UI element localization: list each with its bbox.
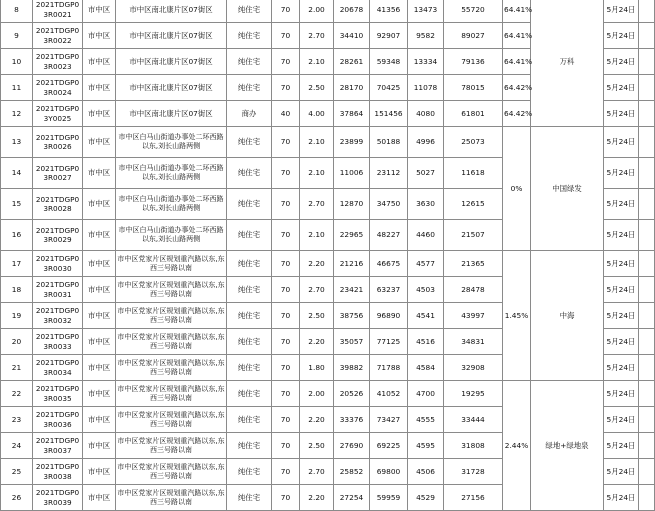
cell-use: 纯住宅 [227, 75, 272, 101]
cell-location: 市中区党家片区规划重汽路以东,东西三号路以南 [116, 303, 227, 329]
cell-far: 4.00 [300, 101, 334, 127]
cell-district: 市中区 [83, 355, 116, 381]
cell-total-price: 32908 [444, 355, 503, 381]
cell-blank [639, 433, 655, 459]
cell-years: 70 [272, 381, 300, 407]
cell-use: 纯住宅 [227, 381, 272, 407]
cell-blank [639, 189, 655, 220]
cell-blank [639, 75, 655, 101]
cell-plot-code: 2021TDGP03R0029 [33, 220, 83, 251]
cell-building-area: 69225 [370, 433, 408, 459]
cell-location: 市中区南北康片区07街区 [116, 0, 227, 23]
cell-plot-code: 2021TDGP03R0034 [33, 355, 83, 381]
cell-no: 8 [1, 0, 33, 23]
cell-building-area: 59959 [370, 485, 408, 511]
cell-far: 2.70 [300, 459, 334, 485]
cell-date: 5月24日 [604, 277, 639, 303]
cell-building-area: 73427 [370, 407, 408, 433]
cell-years: 70 [272, 75, 300, 101]
cell-area: 33376 [334, 407, 370, 433]
cell-no: 26 [1, 485, 33, 511]
cell-plot-code: 2021TDGP03R0021 [33, 0, 83, 23]
cell-blank [639, 303, 655, 329]
cell-no: 19 [1, 303, 33, 329]
cell-years: 70 [272, 407, 300, 433]
cell-premium: 64.41% [503, 49, 531, 75]
cell-blank [639, 329, 655, 355]
cell-building-area: 92907 [370, 23, 408, 49]
cell-premium: 64.41% [503, 0, 531, 23]
cell-location: 市中区党家片区规划重汽路以东,东西三号路以南 [116, 251, 227, 277]
cell-total-price: 61801 [444, 101, 503, 127]
cell-far: 2.50 [300, 433, 334, 459]
cell-plot-code: 2021TDGP03R0030 [33, 251, 83, 277]
cell-building-area: 50188 [370, 127, 408, 158]
cell-building-area: 23112 [370, 158, 408, 189]
cell-area: 35057 [334, 329, 370, 355]
cell-no: 23 [1, 407, 33, 433]
cell-floor-price: 4996 [408, 127, 444, 158]
cell-winner: 中海 [531, 251, 604, 381]
cell-far: 2.20 [300, 251, 334, 277]
cell-blank [639, 158, 655, 189]
cell-blank [639, 0, 655, 23]
cell-use: 纯住宅 [227, 277, 272, 303]
cell-location: 市中区党家片区规划重汽路以东,东西三号路以南 [116, 277, 227, 303]
cell-use: 纯住宅 [227, 23, 272, 49]
cell-years: 70 [272, 127, 300, 158]
cell-building-area: 151456 [370, 101, 408, 127]
cell-use: 纯住宅 [227, 329, 272, 355]
cell-total-price: 28478 [444, 277, 503, 303]
cell-plot-code: 2021TDGP03R0033 [33, 329, 83, 355]
cell-date: 5月24日 [604, 0, 639, 23]
cell-building-area: 96890 [370, 303, 408, 329]
cell-far: 2.50 [300, 303, 334, 329]
cell-date: 5月24日 [604, 220, 639, 251]
cell-building-area: 71788 [370, 355, 408, 381]
cell-total-price: 89027 [444, 23, 503, 49]
cell-district: 市中区 [83, 459, 116, 485]
cell-floor-price: 4541 [408, 303, 444, 329]
cell-plot-code: 2021TDGP03R0035 [33, 381, 83, 407]
cell-years: 70 [272, 329, 300, 355]
cell-building-area: 41052 [370, 381, 408, 407]
cell-total-price: 31728 [444, 459, 503, 485]
cell-date: 5月24日 [604, 303, 639, 329]
cell-location: 市中区党家片区规划重汽路以东,东西三号路以南 [116, 433, 227, 459]
cell-total-price: 34831 [444, 329, 503, 355]
cell-district: 市中区 [83, 49, 116, 75]
cell-area: 39882 [334, 355, 370, 381]
cell-total-price: 12615 [444, 189, 503, 220]
cell-years: 70 [272, 158, 300, 189]
cell-far: 2.50 [300, 75, 334, 101]
cell-floor-price: 4584 [408, 355, 444, 381]
cell-location: 市中区党家片区规划重汽路以东,东西三号路以南 [116, 485, 227, 511]
cell-total-price: 27156 [444, 485, 503, 511]
cell-date: 5月24日 [604, 459, 639, 485]
cell-date: 5月24日 [604, 381, 639, 407]
cell-no: 9 [1, 23, 33, 49]
cell-blank [639, 407, 655, 433]
cell-years: 70 [272, 189, 300, 220]
cell-total-price: 25073 [444, 127, 503, 158]
cell-use: 纯住宅 [227, 127, 272, 158]
cell-total-price: 79136 [444, 49, 503, 75]
cell-far: 2.10 [300, 158, 334, 189]
cell-blank [639, 127, 655, 158]
cell-district: 市中区 [83, 0, 116, 23]
cell-date: 5月24日 [604, 485, 639, 511]
cell-district: 市中区 [83, 433, 116, 459]
cell-district: 市中区 [83, 251, 116, 277]
cell-district: 市中区 [83, 75, 116, 101]
cell-floor-price: 13473 [408, 0, 444, 23]
cell-plot-code: 2021TDGP03R0022 [33, 23, 83, 49]
cell-building-area: 77125 [370, 329, 408, 355]
cell-location: 市中区白马山街道办事处二环西路以东,刘长山路两侧 [116, 189, 227, 220]
cell-floor-price: 5027 [408, 158, 444, 189]
cell-years: 70 [272, 277, 300, 303]
cell-years: 70 [272, 303, 300, 329]
cell-plot-code: 2021TDGP03R0023 [33, 49, 83, 75]
cell-area: 38756 [334, 303, 370, 329]
cell-far: 2.20 [300, 329, 334, 355]
cell-no: 21 [1, 355, 33, 381]
cell-premium: 0% [503, 127, 531, 251]
cell-blank [639, 251, 655, 277]
cell-location: 市中区党家片区规划重汽路以东,东西三号路以南 [116, 407, 227, 433]
cell-location: 市中区党家片区规划重汽路以东,东西三号路以南 [116, 459, 227, 485]
cell-no: 12 [1, 101, 33, 127]
cell-total-price: 19295 [444, 381, 503, 407]
cell-total-price: 78015 [444, 75, 503, 101]
cell-location: 市中区南北康片区07街区 [116, 49, 227, 75]
cell-floor-price: 4700 [408, 381, 444, 407]
cell-area: 20526 [334, 381, 370, 407]
cell-location: 市中区党家片区规划重汽路以东,东西三号路以南 [116, 329, 227, 355]
cell-total-price: 33444 [444, 407, 503, 433]
cell-area: 23899 [334, 127, 370, 158]
cell-date: 5月24日 [604, 158, 639, 189]
cell-building-area: 48227 [370, 220, 408, 251]
cell-far: 2.10 [300, 220, 334, 251]
cell-blank [639, 101, 655, 127]
cell-winner: 绿地+绿地泉 [531, 381, 604, 511]
cell-premium: 64.42% [503, 101, 531, 127]
cell-plot-code: 2021TDGP03R0024 [33, 75, 83, 101]
cell-years: 70 [272, 485, 300, 511]
cell-date: 5月24日 [604, 329, 639, 355]
cell-date: 5月24日 [604, 23, 639, 49]
cell-area: 11006 [334, 158, 370, 189]
cell-use: 纯住宅 [227, 0, 272, 23]
cell-far: 2.20 [300, 407, 334, 433]
cell-plot-code: 2021TDGP03R0032 [33, 303, 83, 329]
cell-total-price: 55720 [444, 0, 503, 23]
cell-date: 5月24日 [604, 75, 639, 101]
cell-floor-price: 4555 [408, 407, 444, 433]
cell-area: 27690 [334, 433, 370, 459]
cell-floor-price: 4506 [408, 459, 444, 485]
cell-use: 纯住宅 [227, 355, 272, 381]
cell-use: 纯住宅 [227, 251, 272, 277]
cell-no: 25 [1, 459, 33, 485]
cell-years: 70 [272, 0, 300, 23]
cell-date: 5月24日 [604, 49, 639, 75]
cell-date: 5月24日 [604, 407, 639, 433]
cell-plot-code: 2021TDGP03R0028 [33, 189, 83, 220]
cell-district: 市中区 [83, 158, 116, 189]
cell-use: 纯住宅 [227, 485, 272, 511]
cell-premium: 64.42% [503, 75, 531, 101]
cell-years: 40 [272, 101, 300, 127]
cell-area: 37864 [334, 101, 370, 127]
cell-years: 70 [272, 355, 300, 381]
cell-area: 28261 [334, 49, 370, 75]
cell-floor-price: 13334 [408, 49, 444, 75]
cell-use: 纯住宅 [227, 407, 272, 433]
cell-far: 2.70 [300, 277, 334, 303]
cell-total-price: 11618 [444, 158, 503, 189]
cell-location: 市中区白马山街道办事处二环西路以东,刘长山路两侧 [116, 220, 227, 251]
cell-blank [639, 381, 655, 407]
cell-district: 市中区 [83, 127, 116, 158]
cell-area: 23421 [334, 277, 370, 303]
cell-total-price: 31808 [444, 433, 503, 459]
cell-blank [639, 355, 655, 381]
cell-winner: 万科 [531, 0, 604, 127]
cell-total-price: 21507 [444, 220, 503, 251]
table-row [1, 127, 655, 158]
cell-use: 纯住宅 [227, 158, 272, 189]
cell-use: 纯住宅 [227, 49, 272, 75]
cell-plot-code: 2021TDGP03R0027 [33, 158, 83, 189]
cell-far: 2.70 [300, 189, 334, 220]
table-row [1, 381, 655, 407]
cell-floor-price: 11078 [408, 75, 444, 101]
cell-floor-price: 4595 [408, 433, 444, 459]
cell-far: 2.20 [300, 485, 334, 511]
cell-date: 5月24日 [604, 433, 639, 459]
cell-use: 商办 [227, 101, 272, 127]
cell-floor-price: 4080 [408, 101, 444, 127]
cell-area: 21216 [334, 251, 370, 277]
cell-district: 市中区 [83, 277, 116, 303]
cell-building-area: 59348 [370, 49, 408, 75]
cell-no: 10 [1, 49, 33, 75]
cell-area: 34410 [334, 23, 370, 49]
cell-location: 市中区南北康片区07街区 [116, 23, 227, 49]
cell-area: 25852 [334, 459, 370, 485]
cell-plot-code: 2021TDGP03R0036 [33, 407, 83, 433]
cell-no: 24 [1, 433, 33, 459]
cell-building-area: 46675 [370, 251, 408, 277]
cell-years: 70 [272, 49, 300, 75]
cell-far: 2.70 [300, 23, 334, 49]
cell-blank [639, 277, 655, 303]
cell-date: 5月24日 [604, 101, 639, 127]
cell-years: 70 [272, 251, 300, 277]
cell-use: 纯住宅 [227, 189, 272, 220]
cell-blank [639, 485, 655, 511]
cell-use: 纯住宅 [227, 433, 272, 459]
cell-plot-code: 2021TDGP03Y0025 [33, 101, 83, 127]
cell-no: 17 [1, 251, 33, 277]
cell-area: 22965 [334, 220, 370, 251]
cell-far: 1.80 [300, 355, 334, 381]
cell-area: 12870 [334, 189, 370, 220]
cell-building-area: 69800 [370, 459, 408, 485]
cell-location: 市中区白马山街道办事处二环西路以东,刘长山路两侧 [116, 158, 227, 189]
cell-use: 纯住宅 [227, 220, 272, 251]
cell-far: 2.10 [300, 127, 334, 158]
cell-floor-price: 4503 [408, 277, 444, 303]
cell-no: 11 [1, 75, 33, 101]
cell-years: 70 [272, 433, 300, 459]
table-row [1, 251, 655, 277]
cell-floor-price: 9582 [408, 23, 444, 49]
cell-building-area: 34750 [370, 189, 408, 220]
cell-floor-price: 4529 [408, 485, 444, 511]
cell-floor-price: 4516 [408, 329, 444, 355]
cell-no: 14 [1, 158, 33, 189]
cell-location: 市中区白马山街道办事处二环西路以东,刘长山路两侧 [116, 127, 227, 158]
cell-date: 5月24日 [604, 251, 639, 277]
cell-blank [639, 220, 655, 251]
cell-plot-code: 2021TDGP03R0026 [33, 127, 83, 158]
cell-floor-price: 3630 [408, 189, 444, 220]
cell-building-area: 41356 [370, 0, 408, 23]
cell-no: 13 [1, 127, 33, 158]
cell-blank [639, 49, 655, 75]
cell-area: 20678 [334, 0, 370, 23]
cell-location: 市中区南北康片区07街区 [116, 75, 227, 101]
cell-plot-code: 2021TDGP03R0037 [33, 433, 83, 459]
cell-location: 市中区党家片区规划重汽路以东,东西三号路以南 [116, 381, 227, 407]
cell-no: 16 [1, 220, 33, 251]
cell-no: 18 [1, 277, 33, 303]
cell-no: 22 [1, 381, 33, 407]
cell-premium: 2.44% [503, 381, 531, 511]
cell-district: 市中区 [83, 485, 116, 511]
cell-floor-price: 4460 [408, 220, 444, 251]
cell-location: 市中区党家片区规划重汽路以东,东西三号路以南 [116, 355, 227, 381]
cell-blank [639, 23, 655, 49]
cell-district: 市中区 [83, 23, 116, 49]
cell-no: 15 [1, 189, 33, 220]
cell-district: 市中区 [83, 381, 116, 407]
cell-date: 5月24日 [604, 355, 639, 381]
cell-building-area: 70425 [370, 75, 408, 101]
cell-district: 市中区 [83, 303, 116, 329]
cell-district: 市中区 [83, 189, 116, 220]
cell-plot-code: 2021TDGP03R0031 [33, 277, 83, 303]
cell-total-price: 43997 [444, 303, 503, 329]
cell-total-price: 21365 [444, 251, 503, 277]
cell-location: 市中区南北康片区07街区 [116, 101, 227, 127]
cell-far: 2.00 [300, 0, 334, 23]
cell-district: 市中区 [83, 220, 116, 251]
cell-floor-price: 4577 [408, 251, 444, 277]
cell-date: 5月24日 [604, 127, 639, 158]
cell-far: 2.10 [300, 49, 334, 75]
cell-date: 5月24日 [604, 189, 639, 220]
cell-district: 市中区 [83, 407, 116, 433]
table-row [1, 0, 655, 23]
cell-premium: 1.45% [503, 251, 531, 381]
cell-area: 27254 [334, 485, 370, 511]
cell-premium: 64.41% [503, 23, 531, 49]
cell-district: 市中区 [83, 329, 116, 355]
cell-use: 纯住宅 [227, 459, 272, 485]
cell-no: 20 [1, 329, 33, 355]
cell-building-area: 63237 [370, 277, 408, 303]
cell-area: 28170 [334, 75, 370, 101]
cell-plot-code: 2021TDGP03R0038 [33, 459, 83, 485]
cell-far: 2.00 [300, 381, 334, 407]
cell-plot-code: 2021TDGP03R0039 [33, 485, 83, 511]
cell-winner: 中国绿发 [531, 127, 604, 251]
cell-blank [639, 459, 655, 485]
cell-years: 70 [272, 220, 300, 251]
cell-district: 市中区 [83, 101, 116, 127]
cell-years: 70 [272, 23, 300, 49]
cell-use: 纯住宅 [227, 303, 272, 329]
cell-years: 70 [272, 459, 300, 485]
